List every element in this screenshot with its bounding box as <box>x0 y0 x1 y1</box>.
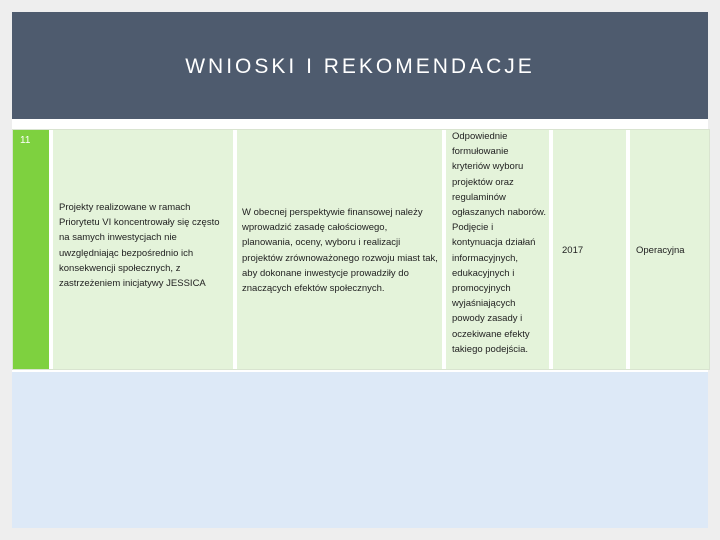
year-cell: 2017 <box>553 129 628 369</box>
type-cell: Operacyjna <box>630 129 710 369</box>
slide-title: WNIOSKI I REKOMENDACJE <box>185 55 535 78</box>
row-number-cell: 11 <box>12 129 51 369</box>
recommendation-cell: W obecnej perspektywie finansowej należy wprowadzić zasadę całościowego, planowania, oceny, wyboru i realizacji projektów zrównoważonego rozwoju miast tak, aby dokonane inwestycje prowadziły do znaczących efektów społecznych. <box>237 129 444 369</box>
action-cell: Odpowiednie formułowanie kryteriów wyboru projektów oraz regulaminów ogłaszanych naborów. Podjęcie i kontynuacja działań informacyjnych, edukacyjnych i promocyjnych wyjaśniających powody zasady i oczekiwane efekty takiego podejścia. <box>446 129 551 369</box>
finding-cell: Projekty realizowane w ramach Priorytetu VI koncentrowały się często na samych inwestycjach nie uwzględniając bezpośrednio ich konsekwencji społecznych, z zastrzeżeniem inicjatywy JESSICA <box>53 129 235 369</box>
empty-table-area <box>12 372 708 528</box>
